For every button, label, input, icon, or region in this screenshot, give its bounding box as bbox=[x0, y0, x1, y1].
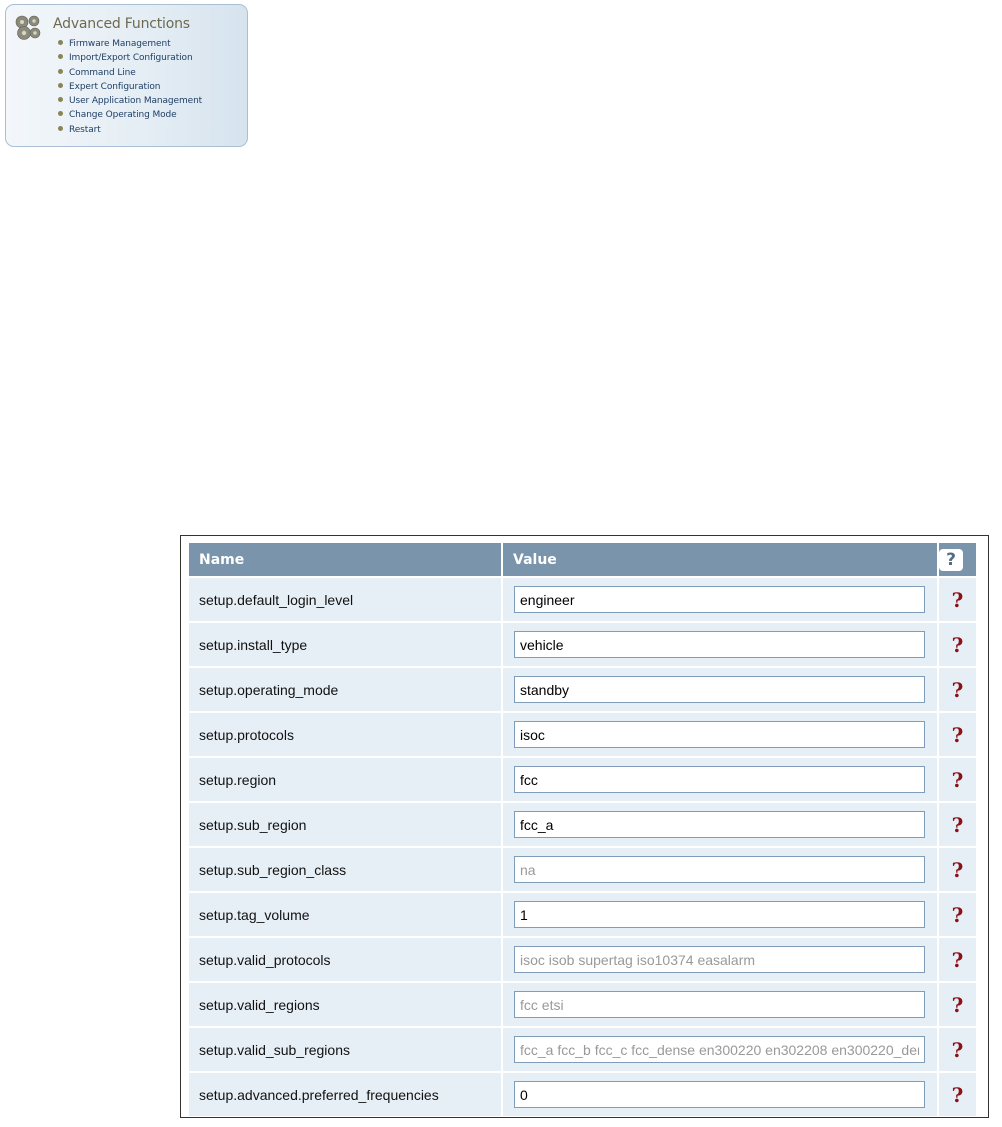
menu-item-command-line[interactable] bbox=[58, 66, 202, 80]
setting-value-input[interactable] bbox=[514, 901, 925, 928]
menu-item-label: Firmware Management bbox=[69, 39, 171, 49]
setting-value-cell bbox=[503, 713, 937, 756]
help-cell bbox=[939, 623, 976, 666]
table-row bbox=[189, 713, 976, 756]
menu-item-firmware-management[interactable] bbox=[58, 37, 202, 51]
setting-value-cell bbox=[503, 578, 937, 621]
menu-item-label: Expert Configuration bbox=[69, 81, 161, 92]
setting-name: setup.valid_protocols bbox=[189, 938, 501, 981]
setting-value-input bbox=[514, 946, 925, 973]
help-cell bbox=[939, 803, 976, 846]
panel-title: Advanced Functions bbox=[53, 16, 190, 32]
bullet-icon bbox=[58, 83, 63, 88]
help-cell bbox=[939, 578, 976, 621]
menu-item-restart[interactable] bbox=[58, 123, 202, 137]
setting-name: setup.advanced.preferred_frequencies bbox=[189, 1073, 501, 1116]
help-icon[interactable]: ? bbox=[951, 1037, 964, 1062]
setting-value-cell bbox=[503, 1028, 937, 1071]
help-icon[interactable]: ? bbox=[951, 722, 964, 747]
menu-item-label: Restart bbox=[69, 124, 101, 135]
setting-value-input[interactable] bbox=[514, 631, 925, 658]
setting-name: setup.valid_regions bbox=[189, 983, 501, 1026]
menu-item-label: User Application Management bbox=[69, 96, 203, 107]
setting-value-cell bbox=[503, 848, 937, 891]
bullet-icon bbox=[58, 97, 63, 102]
help-cell bbox=[939, 758, 976, 801]
advanced-functions-panel bbox=[5, 4, 248, 147]
help-column-header[interactable] bbox=[939, 543, 976, 576]
help-icon[interactable]: ? bbox=[951, 812, 964, 837]
setting-value-cell bbox=[503, 758, 937, 801]
bullet-icon bbox=[58, 69, 63, 74]
help-icon[interactable]: ? bbox=[951, 947, 964, 972]
menu-item-import-export-configuration[interactable] bbox=[58, 51, 202, 65]
table-header-row bbox=[189, 543, 976, 576]
settings-table-body bbox=[189, 578, 976, 1116]
table-row bbox=[189, 893, 976, 936]
menu-item-label: Import/Export Configuration bbox=[69, 53, 193, 64]
menu-item-label: Command Line bbox=[69, 67, 136, 78]
setting-value-cell bbox=[503, 938, 937, 981]
setting-name: setup.tag_volume bbox=[189, 893, 501, 936]
setting-value-input[interactable] bbox=[514, 766, 925, 793]
help-cell bbox=[939, 848, 976, 891]
table-row bbox=[189, 1028, 976, 1071]
help-icon[interactable]: ? bbox=[951, 902, 964, 927]
setting-value-cell bbox=[503, 893, 937, 936]
bullet-icon bbox=[58, 40, 63, 45]
settings-table bbox=[187, 541, 978, 1118]
help-cell bbox=[939, 938, 976, 981]
setting-value-cell bbox=[503, 803, 937, 846]
setting-value-input bbox=[514, 1036, 925, 1063]
setting-name: setup.region bbox=[189, 758, 501, 801]
help-icon[interactable]: ? bbox=[951, 767, 964, 792]
setting-name: setup.install_type bbox=[189, 623, 501, 666]
settings-table-container bbox=[180, 535, 989, 1118]
bullet-icon bbox=[58, 54, 63, 59]
setting-value-input bbox=[514, 856, 925, 883]
help-icon[interactable]: ? bbox=[951, 857, 964, 882]
value-column-header: Value bbox=[503, 543, 937, 576]
table-row bbox=[189, 938, 976, 981]
table-row bbox=[189, 803, 976, 846]
gear-icon bbox=[13, 13, 43, 41]
help-cell bbox=[939, 1028, 976, 1071]
help-cell bbox=[939, 713, 976, 756]
menu-item-expert-configuration[interactable] bbox=[58, 80, 202, 94]
table-row bbox=[189, 578, 976, 621]
help-icon[interactable]: ? bbox=[951, 677, 964, 702]
menu-item-change-operating-mode[interactable] bbox=[58, 108, 202, 122]
setting-value-input[interactable] bbox=[514, 1081, 925, 1108]
setting-value-input[interactable] bbox=[514, 721, 925, 748]
advanced-functions-menu bbox=[58, 37, 202, 137]
menu-item-label: Change Operating Mode bbox=[69, 110, 177, 121]
setting-value-cell bbox=[503, 1073, 937, 1116]
help-icon[interactable]: ? bbox=[951, 992, 964, 1017]
setting-value-input[interactable] bbox=[514, 811, 925, 838]
setting-value-cell bbox=[503, 623, 937, 666]
help-header-icon[interactable]: ? bbox=[939, 549, 963, 571]
setting-name: setup.default_login_level bbox=[189, 578, 501, 621]
name-column-header: Name bbox=[189, 543, 501, 576]
setting-value-input[interactable] bbox=[514, 676, 925, 703]
bullet-icon bbox=[58, 126, 63, 131]
menu-item-user-application-management[interactable] bbox=[58, 94, 202, 108]
setting-value-input bbox=[514, 991, 925, 1018]
table-row bbox=[189, 1073, 976, 1116]
table-row bbox=[189, 983, 976, 1026]
table-row bbox=[189, 848, 976, 891]
setting-value-cell bbox=[503, 668, 937, 711]
setting-name: setup.protocols bbox=[189, 713, 501, 756]
setting-value-input[interactable] bbox=[514, 586, 925, 613]
table-row bbox=[189, 668, 976, 711]
help-cell bbox=[939, 1073, 976, 1116]
setting-value-cell bbox=[503, 983, 937, 1026]
help-cell bbox=[939, 668, 976, 711]
help-cell bbox=[939, 893, 976, 936]
bullet-icon bbox=[58, 111, 63, 116]
table-row bbox=[189, 623, 976, 666]
setting-name: setup.sub_region bbox=[189, 803, 501, 846]
table-row bbox=[189, 758, 976, 801]
setting-name: setup.valid_sub_regions bbox=[189, 1028, 501, 1071]
help-cell bbox=[939, 983, 976, 1026]
help-icon[interactable]: ? bbox=[951, 632, 964, 657]
setting-name: setup.operating_mode bbox=[189, 668, 501, 711]
help-icon[interactable]: ? bbox=[951, 587, 964, 612]
setting-name: setup.sub_region_class bbox=[189, 848, 501, 891]
help-icon[interactable]: ? bbox=[951, 1082, 964, 1107]
